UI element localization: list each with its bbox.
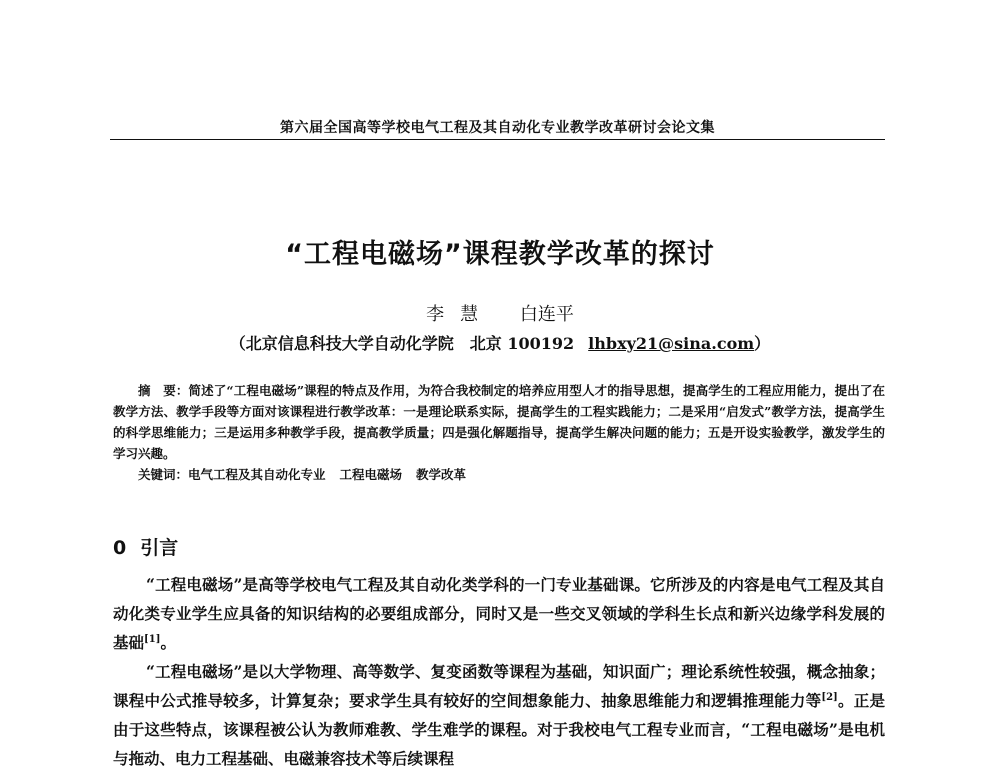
header-rule xyxy=(110,139,885,140)
citation-ref: [1] xyxy=(144,633,161,645)
citation-ref: [2] xyxy=(821,691,838,703)
author-name: 李慧 xyxy=(426,304,495,325)
affiliation-close: ） xyxy=(754,334,771,353)
abstract-text: 简述了“工程电磁场”课程的特点及作用，为符合我校制定的培养应用型人才的指导思想，提高学生的工程应用能力，提出了在教学方法、教学手段等方面对该课程进行教学改革：一是理论联系实际，提高学生的工程实践能力；二是采用“启发式”教学方法，提高学生的科学思维能力；三是运用多种教学手段，提高教学质量；四是强化解题指导，提高学生解决问题的能力；五是开设实验教学，激发学生的学习兴趣。 xyxy=(113,383,885,461)
paragraph-text: “工程电磁场”是高等学校电气工程及其自动化类学科的一门专业基础课。它所涉及的内容是电气工程及其自动化类专业学生应具备的知识结构的必要组成部分，同时又是一些交叉领域的学科生长点和新兴边缘学科发展的基础 xyxy=(113,575,885,652)
affiliation xyxy=(0,331,1000,354)
abstract-label: 摘 要： xyxy=(138,383,189,398)
section-heading xyxy=(113,533,178,560)
paragraph-text: “工程电磁场”是以大学物理、高等数学、复变函数等课程为基础，知识面广；理论系统性较强，概念抽象；课程中公式推导较多，计算复杂；要求学生具有较好的空间想象能力、抽象思维能力和逻辑推理能力等 xyxy=(113,662,885,710)
body-paragraph xyxy=(113,657,885,773)
author-list xyxy=(0,300,1000,326)
keywords-label: 关键词： xyxy=(138,467,189,482)
paragraph-text: 。正是由于这些特点，该课程被公认为教师难教、学生难学的课程。对于我校电气工程专业而言，“工程电磁场”是电机与拖动、电力工程基础、电磁兼容技术等后续课程 xyxy=(113,691,885,768)
section-number: 0 xyxy=(113,537,127,559)
affiliation-text: （北京信息科技大学自动化学院 北京 100192 xyxy=(229,334,575,353)
body-paragraph xyxy=(113,570,885,657)
keyword: 教学改革 xyxy=(416,467,467,482)
abstract xyxy=(113,380,885,464)
section-title: 引言 xyxy=(140,537,179,559)
paper-title: “工程电磁场”课程教学改革的探讨 xyxy=(285,239,715,270)
author-email: lhbxy21@sina.com xyxy=(588,334,755,353)
paragraph-text: 。 xyxy=(160,633,176,652)
keyword: 电气工程及其自动化专业 xyxy=(188,467,326,482)
keywords xyxy=(138,465,885,483)
running-header: 第六届全国高等学校电气工程及其自动化专业教学改革研讨会论文集 xyxy=(280,120,715,136)
keyword: 工程电磁场 xyxy=(339,467,403,482)
author-name: 白连平 xyxy=(519,304,574,325)
